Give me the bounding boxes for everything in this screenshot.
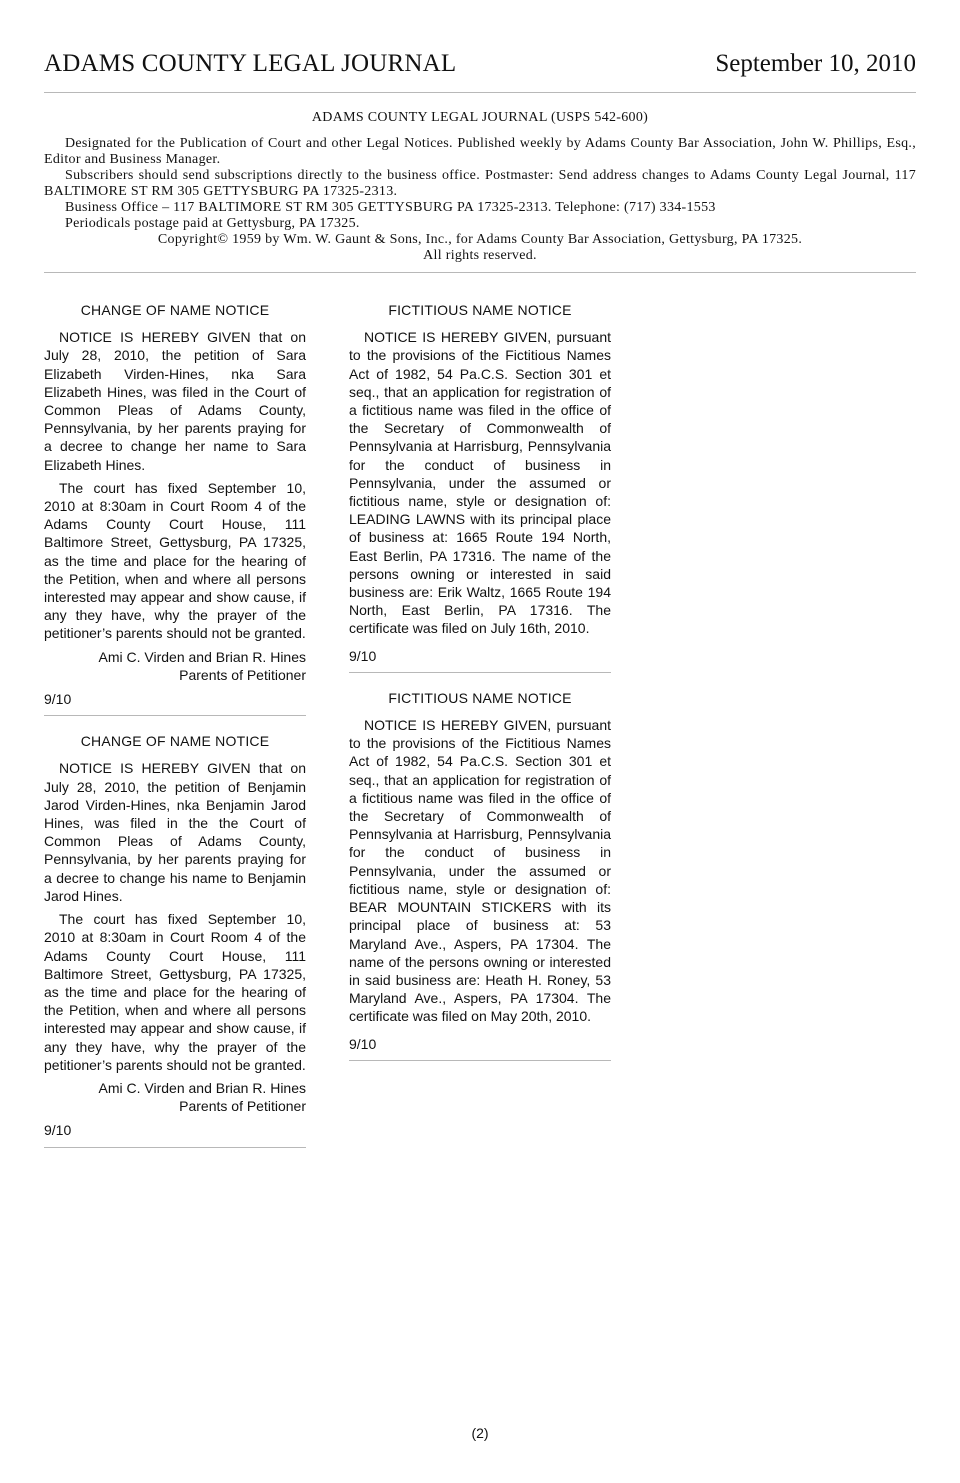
issue-code: 9/10 xyxy=(349,647,377,664)
middle-column xyxy=(349,301,611,1061)
page-number: (2) xyxy=(471,1425,489,1441)
change-of-name-notice xyxy=(44,301,306,716)
notice-title: FICTITIOUS NAME NOTICE xyxy=(388,689,572,706)
notice-title: FICTITIOUS NAME NOTICE xyxy=(388,302,572,318)
header-rule xyxy=(44,92,916,93)
issue-date: September 10, 2010 xyxy=(715,50,916,77)
notice-signer-role: Parents of Petitioner xyxy=(179,666,306,683)
masthead-postage: Periodicals postage paid at Gettysburg, PA 17325. xyxy=(65,216,360,231)
issue-code: 9/10 xyxy=(44,1122,72,1139)
notice-paragraph: NOTICE IS HEREBY GIVEN that on July 28, 2010, the petition of Sara Elizabeth Virden-Hines, nka Sara Elizabeth Hines, was filed in the Court of Common Pleas of Adams County, Pennsylvania, by her parents praying for a decree to change her name to Sara Elizabeth Hines. xyxy=(44,329,306,473)
notice-paragraph: NOTICE IS HEREBY GIVEN that on July 28, 2010, the petition of Benjamin Jarod Virden-Hines, nka Benjamin Jarod Hines, was filed in the the Court of Common Pleas of Adams County, Pennsylvania, by her parents praying for a decree to change his name to Benjamin Jarod Hines. xyxy=(44,760,306,904)
masthead-title: ADAMS COUNTY LEGAL JOURNAL (USPS 542-600) xyxy=(311,110,649,125)
masthead-subscribers: Subscribers should send subscriptions directly to the business office. Postmaster: Send address changes to Adams County Legal Journal, 117 BALTIMORE ST RM 305 GETTYSBURG PA 17325-2313. xyxy=(44,168,916,199)
change-of-name-notice xyxy=(44,732,306,1147)
masthead xyxy=(44,110,916,264)
notice-divider xyxy=(349,1060,611,1061)
masthead-designation: Designated for the Publication of Court and other Legal Notices. Published weekly by Adams County Bar Association, John W. Phillips, Esq., Editor and Business Manager. xyxy=(44,136,916,167)
fictitious-name-notice xyxy=(349,689,611,1061)
notice-paragraph: The court has fixed September 10, 2010 at 8:30am in Court Room 4 of the Adams County Court House, 111 Baltimore Street, Gettysburg, PA 17325, as the time and place for the hearing of the Petition, when and where all persons interested may appear and show cause, if any they have, why the prayer of the petitioner’s parents should not be granted. xyxy=(44,479,306,642)
notice-paragraph: NOTICE IS HEREBY GIVEN, pursuant to the provisions of the Fictitious Names Act of 1982, 54 Pa.C.S. Section 301 et seq., that an application for registration of a fictitious name was filed in the office of the Secretary of Commonwealth of Pennsylvania at Harrisburg, Pennsylvania for the conduct of business in Pennsylvania, under the assumed or fictitious name, style or designation of: BEAR MOUNTAIN STICKERS with its principal place of business at: 53 Maryland Ave., Aspers, PA 17304. The name of the persons owning or interested in said business are: Heath H. Roney, 53 Maryland Ave., Aspers, PA 17304. The certificate was filed on May 20th, 2010. xyxy=(349,717,611,1025)
issue-code: 9/10 xyxy=(349,1035,377,1052)
issue-code: 9/10 xyxy=(44,691,72,708)
notice-signer-role: Parents of Petitioner xyxy=(179,1098,306,1115)
masthead-business-office: Business Office – 117 BALTIMORE ST RM 305 GETTYSBURG PA 17325-2313. Telephone: (717) 334-1553 xyxy=(65,200,716,215)
notice-title: CHANGE OF NAME NOTICE xyxy=(80,302,270,318)
masthead-rule xyxy=(44,272,916,273)
notice-paragraph: The court has fixed September 10, 2010 at 8:30am in Court Room 4 of the Adams County Court House, 111 Baltimore Street, Gettysburg, PA 17325, as the time and place for the hearing of the Petition, when and where all persons interested may appear and show cause, if any they have, why the prayer of the petitioner’s parents should not be granted. xyxy=(44,911,306,1073)
journal-title: ADAMS COUNTY LEGAL JOURNAL xyxy=(44,50,457,77)
notice-divider xyxy=(44,1147,306,1148)
notice-title: CHANGE OF NAME NOTICE xyxy=(80,733,270,750)
left-column xyxy=(44,301,306,1148)
fictitious-name-notice xyxy=(349,301,611,673)
notice-paragraph: NOTICE IS HEREBY GIVEN, pursuant to the provisions of the Fictitious Names Act of 1982, 54 Pa.C.S. Section 301 et seq., that an application for registration of a fictitious name was filed in the office of the Secretary of Commonwealth of Pennsylvania at Harrisburg, Pennsylvania for the conduct of business in Pennsylvania, under the assumed or fictitious name, style or designation of: LEADING LAWNS with its principal place of business at: 1665 Route 194 North, East Berlin, PA 17316. The name of the persons owning or interested in said business are: Erik Waltz, 1665 Route 194 North, East Berlin, PA 17316. The certificate was filed on July 16th, 2010. xyxy=(349,329,611,637)
masthead-copyright: Copyright© 1959 by Wm. W. Gaunt & Sons, Inc., for Adams County Bar Association, Gettysburg, PA 17325. xyxy=(157,232,803,247)
notice-signer: Ami C. Virden and Brian R. Hines xyxy=(98,648,306,665)
notice-signer: Ami C. Virden and Brian R. Hines xyxy=(98,1079,306,1096)
page-header xyxy=(44,50,916,90)
masthead-rights: All rights reserved. xyxy=(423,248,537,263)
